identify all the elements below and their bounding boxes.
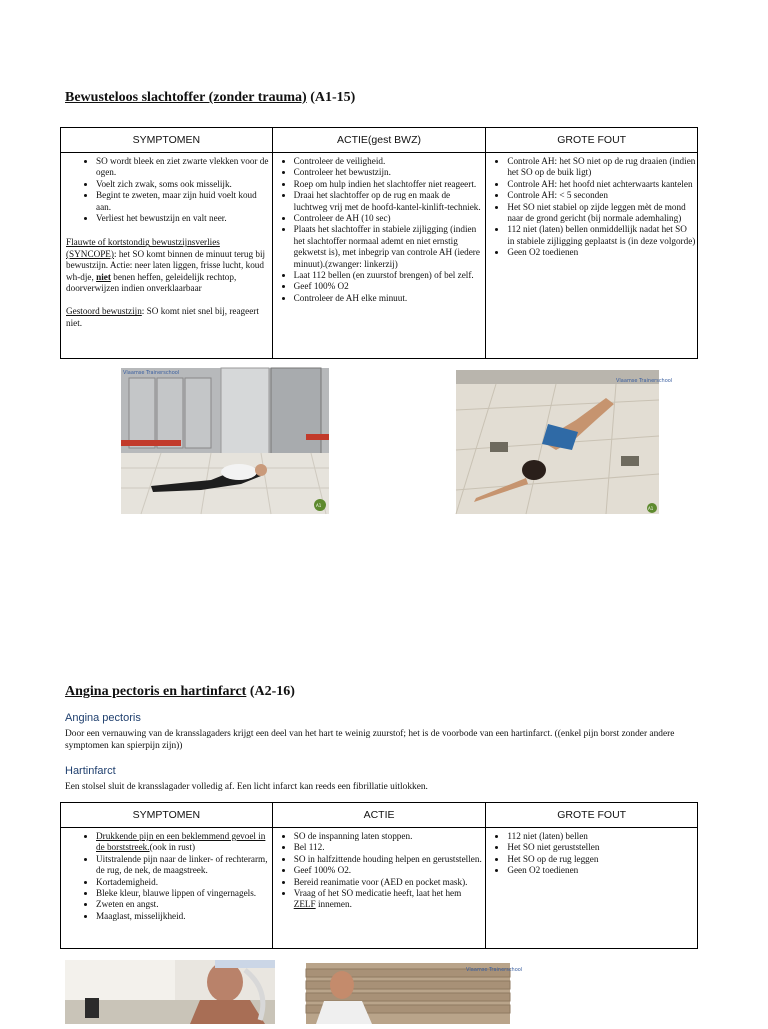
s2-header-symptomen: SYMPTOMEN	[61, 803, 273, 828]
infarct-heading: Hartinfarct	[65, 765, 116, 777]
section1-title	[65, 90, 355, 106]
s1-faults-list	[487, 156, 696, 259]
list-item: • Bleke kleur, blauwe lippen of vingernagels.	[96, 888, 271, 899]
list-item: • Voelt zich zwak, soms ook misselijk.	[96, 179, 271, 190]
photo-watermark: Vlaamse Trainerschool	[616, 378, 673, 384]
section1-table	[60, 127, 698, 359]
s1-header-symptomen: SYMPTOMEN	[61, 128, 273, 153]
photo-recovery-position	[456, 370, 673, 514]
list-item: • Controleer de veiligheid.	[294, 156, 485, 167]
list-item: • Kortademigheid.	[96, 877, 271, 888]
s1-faults-cell	[486, 153, 698, 359]
photo-man-pool	[65, 960, 275, 1024]
s2-header-actie: ACTIE	[272, 803, 486, 828]
photo-watermark: Vlaamse Trainerschool	[123, 370, 180, 376]
list-item: • Geef 100% O2	[294, 281, 485, 292]
list-item: • Controle AH: het hoofd niet achterwaarts kantelen	[507, 179, 696, 190]
section2-table	[60, 802, 698, 949]
list-item: • Controleer het bewustzijn.	[294, 167, 485, 178]
list-item: • Roep om hulp indien het slachtoffer niet reageert.	[294, 179, 485, 190]
s2-header-grote-fout: GROTE FOUT	[486, 803, 698, 828]
s1-symptoms-list	[62, 156, 271, 224]
list-item: • Geen O2 toedienen	[507, 247, 696, 258]
s1-header-actie: ACTIE(gest BWZ)	[272, 128, 486, 153]
photo-man-stairs	[306, 963, 523, 1024]
list-item: • Controle AH: het SO niet op de rug draaien (indien het SO op de buik ligt)	[507, 156, 696, 179]
list-item: • Drukkende pijn en een beklemmend gevoel in de borststreek.(ook in rust)	[96, 831, 271, 854]
list-item: • Draai het slachtoffer op de rug en maak de luchtweg vrij met de hoofd-kantel-kinlift-techniek.	[294, 190, 485, 213]
s1-syncope-niet: niet	[96, 271, 111, 282]
s1-actions-cell	[272, 153, 486, 359]
list-item: • Plaats het slachtoffer in stabiele zijligging (indien het slachtoffer normaal ademt en niet ernstig gekwetst is), met inbegrip van controle AH (iedere minuut).(zwanger: linkerzij)	[294, 224, 485, 270]
list-item: • Het SO op de rug leggen	[507, 854, 696, 865]
list-item: • 112 niet (laten) bellen	[507, 831, 696, 842]
s2-symptoms-list	[62, 831, 271, 922]
s1-gestoord-paragraph: Gestoord bewustzijn: SO komt niet snel bij, reageert niet.	[66, 306, 259, 328]
infarct-text: Een stolsel sluit de kransslagader volledig af. Een licht infarct kan reeds een fibrillatie uitlokken.	[65, 782, 428, 792]
photo-badge: A1	[316, 503, 322, 508]
list-item: • Geef 100% O2.	[294, 865, 485, 876]
photo-locker-room-victim	[121, 368, 329, 514]
s1-syncope-paragraph: Flauwte of kortstondig bewustzijnsverlies (SYNCOPE): het SO komt binnen de minuut terug bij bewustzijn. Actie: neer laten liggen, frisse lucht, koud wh-dje, niet benen heffen, geleidelijk rechtop, doorverwijzen indien onverklaarbaar	[66, 237, 266, 294]
list-item: • Geen O2 toedienen	[507, 865, 696, 876]
section2-title-main: Angina pectoris en hartinfarct	[65, 684, 247, 699]
list-item: • 112 niet (laten) bellen onmiddellijk nadat het SO in stabiele zijligging geplaatst is (in deze volgorde)	[507, 224, 696, 247]
list-item: • Maaglast, misselijkheid.	[96, 911, 271, 922]
section2-title	[65, 684, 295, 700]
list-item: • Het SO niet geruststellen	[507, 842, 696, 853]
list-item: • SO wordt bleek en ziet zwarte vlekken voor de ogen.	[96, 156, 271, 179]
list-item: • Verliest het bewustzijn en valt neer.	[96, 213, 271, 224]
list-item: • Zweten en angst.	[96, 899, 271, 910]
section1-title-code: (A1-15)	[306, 90, 356, 105]
photo-badge: A1	[648, 506, 654, 511]
list-item: • Het SO niet stabiel op zijde leggen mèt de mond naar de grond gericht (bij normale ademhaling)	[507, 202, 696, 225]
s2-symptoms-cell	[61, 828, 273, 949]
s2-actions-list	[274, 831, 485, 911]
section2-title-code: (A2-16)	[246, 684, 295, 699]
angina-heading: Angina pectoris	[65, 712, 141, 724]
s1-actions-list	[274, 156, 485, 304]
list-item: • Uitstralende pijn naar de linker- of rechterarm, de rug, de nek, de maagstreek.	[96, 854, 271, 877]
list-item: • Controle AH: < 5 seconden	[507, 190, 696, 201]
list-item: • Bel 112.	[294, 842, 485, 853]
list-item: • Laat 112 bellen (en zuurstof brengen) of bel zelf.	[294, 270, 485, 281]
s1-syncope-label: Flauwte of kortstondig bewustzijnsverlies (SYNCOPE)	[66, 237, 220, 259]
s2-actions-cell	[272, 828, 486, 949]
list-item: • SO in halfzittende houding helpen en geruststellen.	[294, 854, 485, 865]
section1-title-main: Bewusteloos slachtoffer (zonder trauma)	[65, 90, 307, 105]
list-item: • Controleer de AH elke minuut.	[294, 293, 485, 304]
angina-text: Door een vernauwing van de kransslagaders krijgt een deel van het hart te weinig zuurstof; het is de voorbode van een hartinfarct. ((enkel pijn borst zonder andere symptomen kan spierpijn zijn))	[65, 729, 675, 751]
list-item: • Vraag of het SO medicatie heeft, laat het hem ZELF innemen.	[294, 888, 485, 911]
list-item: • Bereid reanimatie voor (AED en pocket mask).	[294, 877, 485, 888]
s1-header-grote-fout: GROTE FOUT	[486, 128, 698, 153]
list-item: • SO de inspanning laten stoppen.	[294, 831, 485, 842]
s1-symptoms-cell	[61, 153, 273, 359]
photo-watermark: Vlaamse Trainerschool	[466, 967, 523, 973]
s2-faults-cell	[486, 828, 698, 949]
s2-faults-list	[487, 831, 696, 877]
list-item: • Controleer de AH (10 sec)	[294, 213, 485, 224]
s1-gestoord-label: Gestoord bewustzijn	[66, 306, 142, 317]
list-item: • Begint te zweten, maar zijn huid voelt koud aan.	[96, 190, 271, 213]
